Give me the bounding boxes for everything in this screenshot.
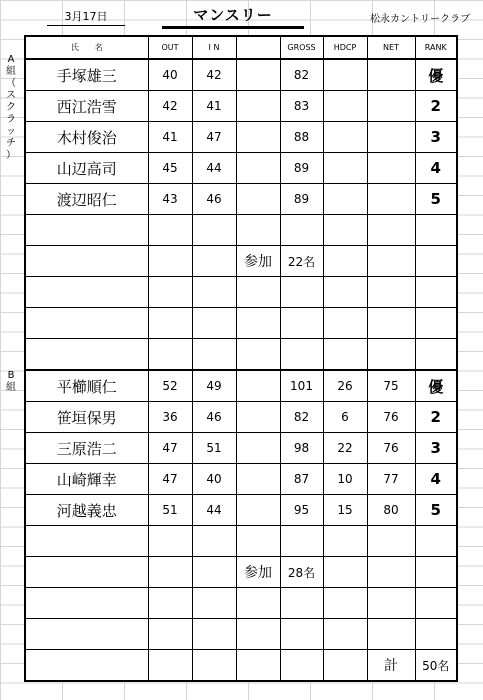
player-name: 西江浩雪 <box>25 91 148 122</box>
player-name: 木村俊治 <box>25 122 148 153</box>
empty-row <box>25 339 457 371</box>
empty-row <box>25 215 457 246</box>
rank-value: 4 <box>415 153 457 184</box>
hdcp-value: 6 <box>323 402 367 433</box>
net-score <box>367 122 415 153</box>
out-score: 52 <box>148 370 192 402</box>
player-name: 笹垣保男 <box>25 402 148 433</box>
hdcp-value: 10 <box>323 464 367 495</box>
blank-cell <box>236 184 280 215</box>
player-name: 河越義忠 <box>25 495 148 526</box>
in-score: 49 <box>192 370 236 402</box>
out-score: 47 <box>148 433 192 464</box>
player-name: 三原浩二 <box>25 433 148 464</box>
hdcp-value <box>323 184 367 215</box>
gross-score: 95 <box>280 495 323 526</box>
gross-score: 82 <box>280 59 323 91</box>
date-label: 3月17日 <box>47 9 125 26</box>
total-label: 計 <box>367 650 415 682</box>
table-row <box>25 495 457 526</box>
table-row <box>25 433 457 464</box>
col-net: NET <box>367 36 415 59</box>
out-score: 45 <box>148 153 192 184</box>
blank-cell <box>236 495 280 526</box>
gross-score: 89 <box>280 184 323 215</box>
empty-row <box>25 277 457 308</box>
club-name: 松永カントリークラブ <box>370 14 470 25</box>
in-score: 46 <box>192 184 236 215</box>
gross-score: 87 <box>280 464 323 495</box>
net-score <box>367 184 415 215</box>
out-score: 36 <box>148 402 192 433</box>
out-score: 51 <box>148 495 192 526</box>
participation-label: 参加 <box>236 557 280 588</box>
col-gross: GROSS <box>280 36 323 59</box>
table-row <box>25 370 457 402</box>
blank-cell <box>236 91 280 122</box>
participation-count: 28名 <box>280 557 323 588</box>
table-row <box>25 91 457 122</box>
col-hdcp: HDCP <box>323 36 367 59</box>
blank-cell <box>236 59 280 91</box>
net-score: 76 <box>367 433 415 464</box>
player-name: 渡辺昭仁 <box>25 184 148 215</box>
rank-value: 4 <box>415 464 457 495</box>
empty-row <box>25 619 457 650</box>
table-row <box>25 122 457 153</box>
hdcp-value: 15 <box>323 495 367 526</box>
group-b-label: B 組 <box>6 370 16 393</box>
gross-score: 82 <box>280 402 323 433</box>
group-a-label: A 組 （ ス ク ラ ッ チ ） <box>6 54 16 161</box>
col-out: OUT <box>148 36 192 59</box>
rank-value: 5 <box>415 495 457 526</box>
rank-value: 3 <box>415 433 457 464</box>
out-score: 42 <box>148 91 192 122</box>
score-table <box>24 35 458 682</box>
blank-cell <box>236 464 280 495</box>
net-score: 77 <box>367 464 415 495</box>
in-score: 46 <box>192 402 236 433</box>
rank-value: 2 <box>415 91 457 122</box>
hdcp-value <box>323 59 367 91</box>
out-score: 47 <box>148 464 192 495</box>
rank-value: 優 <box>415 59 457 91</box>
blank-cell <box>236 153 280 184</box>
player-name: 手塚雄三 <box>25 59 148 91</box>
col-name: 氏 名 <box>25 36 148 59</box>
out-score: 41 <box>148 122 192 153</box>
blank-cell <box>236 122 280 153</box>
out-score: 43 <box>148 184 192 215</box>
page-title: マンスリー <box>162 4 304 29</box>
total-row <box>25 650 457 682</box>
in-score: 51 <box>192 433 236 464</box>
in-score: 47 <box>192 122 236 153</box>
participation-row <box>25 246 457 277</box>
hdcp-value: 22 <box>323 433 367 464</box>
blank-cell <box>236 402 280 433</box>
empty-row <box>25 526 457 557</box>
net-score: 75 <box>367 370 415 402</box>
gross-score: 88 <box>280 122 323 153</box>
total-count: 50名 <box>415 650 457 682</box>
hdcp-value <box>323 153 367 184</box>
table-row <box>25 59 457 91</box>
table-row <box>25 184 457 215</box>
net-score: 80 <box>367 495 415 526</box>
player-name: 山辺高司 <box>25 153 148 184</box>
blank-cell <box>236 370 280 402</box>
gross-score: 83 <box>280 91 323 122</box>
in-score: 44 <box>192 153 236 184</box>
hdcp-value <box>323 122 367 153</box>
net-score <box>367 59 415 91</box>
in-score: 41 <box>192 91 236 122</box>
net-score <box>367 153 415 184</box>
participation-count: 22名 <box>280 246 323 277</box>
in-score: 40 <box>192 464 236 495</box>
col-blank <box>236 36 280 59</box>
net-score: 76 <box>367 402 415 433</box>
in-score: 44 <box>192 495 236 526</box>
rank-value: 5 <box>415 184 457 215</box>
gross-score: 101 <box>280 370 323 402</box>
rank-value: 優 <box>415 370 457 402</box>
hdcp-value <box>323 91 367 122</box>
header-row <box>25 36 457 59</box>
rank-value: 2 <box>415 402 457 433</box>
gross-score: 98 <box>280 433 323 464</box>
player-name: 平櫛順仁 <box>25 370 148 402</box>
empty-row <box>25 308 457 339</box>
out-score: 40 <box>148 59 192 91</box>
gross-score: 89 <box>280 153 323 184</box>
player-name: 山崎輝幸 <box>25 464 148 495</box>
table-row <box>25 464 457 495</box>
participation-label: 参加 <box>236 246 280 277</box>
empty-row <box>25 588 457 619</box>
in-score: 42 <box>192 59 236 91</box>
participation-row <box>25 557 457 588</box>
col-rank: RANK <box>415 36 457 59</box>
hdcp-value: 26 <box>323 370 367 402</box>
blank-cell <box>236 433 280 464</box>
rank-value: 3 <box>415 122 457 153</box>
col-in: I N <box>192 36 236 59</box>
table-row <box>25 153 457 184</box>
table-row <box>25 402 457 433</box>
net-score <box>367 91 415 122</box>
